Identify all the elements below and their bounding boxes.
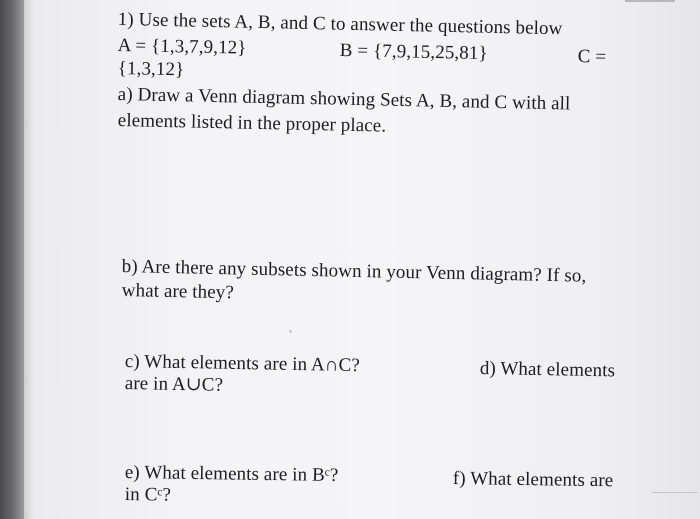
part-a-line2: elements listed in the proper place. bbox=[117, 110, 387, 137]
part-b-line1: b) Are there any subsets shown in your Venn diagram? If so, bbox=[121, 256, 587, 287]
set-b-definition: B = {7,9,15,25,81} bbox=[339, 40, 488, 65]
part-c-line2: are in A∪C? bbox=[124, 373, 224, 396]
page-shadow bbox=[24, 0, 34, 519]
part-a-line1: a) Draw a Venn diagram showing Sets A, B, and C with all bbox=[117, 84, 571, 115]
question-intro: 1) Use the sets A, B, and C to answer the questions below bbox=[117, 9, 563, 40]
set-a-definition: A = {1,3,7,9,12} bbox=[117, 35, 247, 59]
part-e-line2: in Cᶜ? bbox=[124, 484, 172, 506]
corner-mark bbox=[625, 0, 675, 2]
set-c-values: {1,3,12} bbox=[117, 58, 185, 81]
part-c-line1: c) What elements are in A∩C? bbox=[124, 351, 361, 377]
paper-speck bbox=[289, 330, 292, 333]
part-b-line2: what are they? bbox=[121, 280, 235, 304]
part-d-line1: d) What elements bbox=[479, 358, 616, 382]
part-e-line1: e) What elements are in Bᶜ? bbox=[124, 462, 339, 486]
part-f-line1: f) What elements are bbox=[452, 468, 614, 492]
set-c-label: C = bbox=[577, 46, 607, 68]
bottom-mark bbox=[652, 492, 698, 493]
binder-edge bbox=[0, 0, 24, 519]
